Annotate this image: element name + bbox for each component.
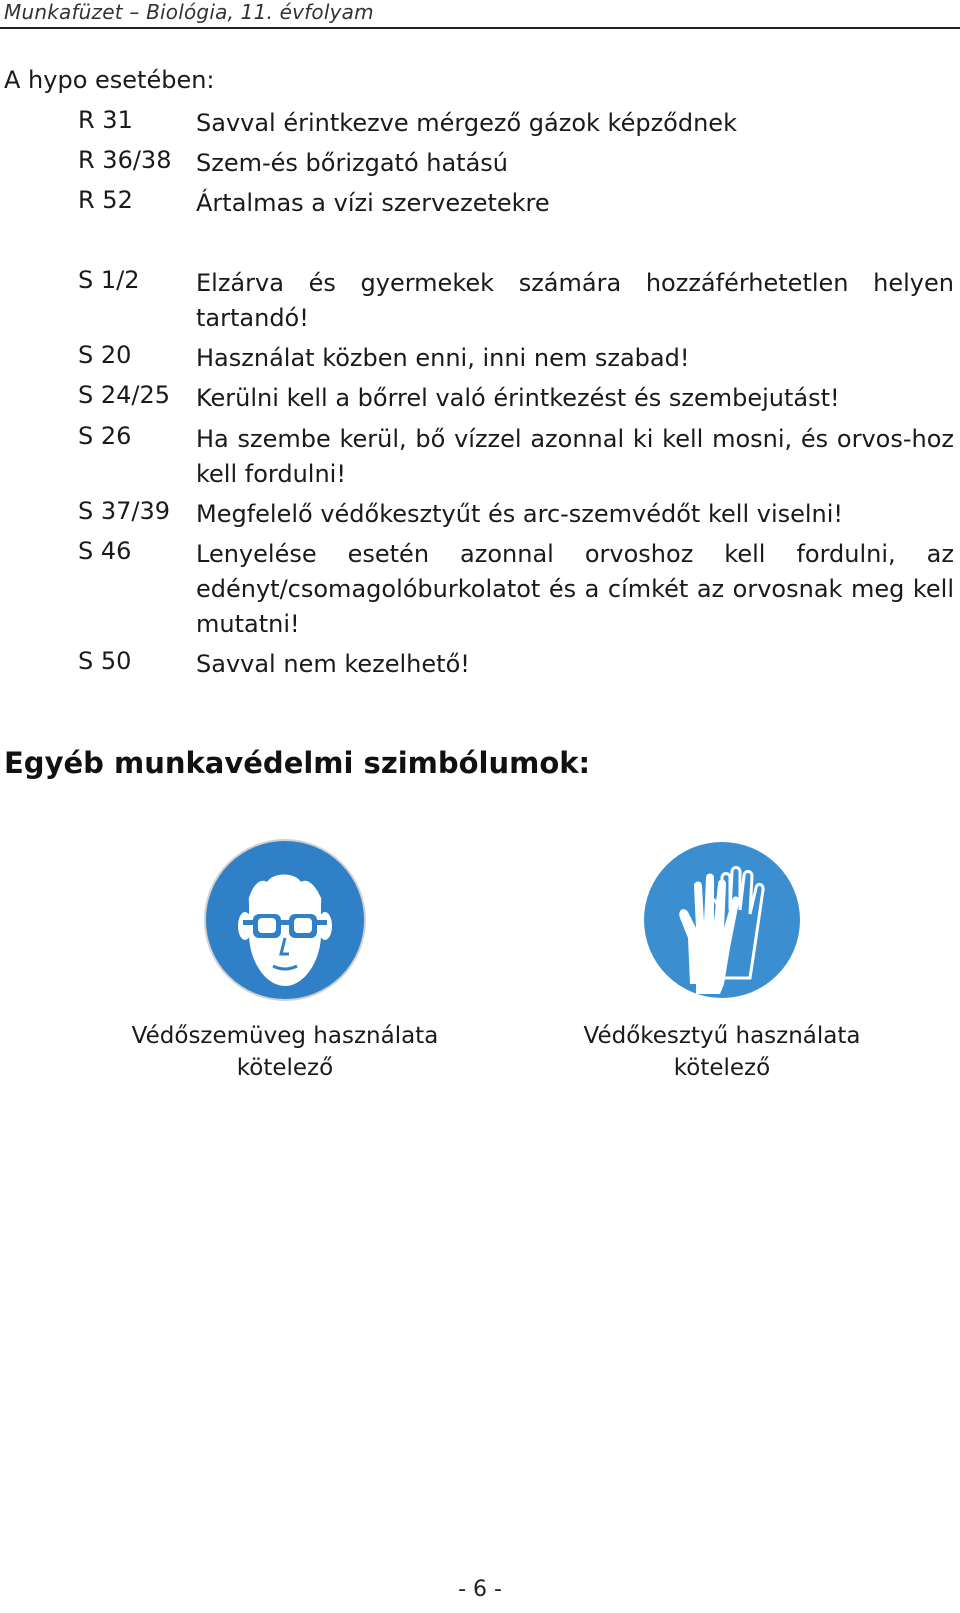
safety-gloves-icon — [640, 838, 804, 1002]
phrase-text: Használat közben enni, inni nem szabad! — [196, 344, 690, 372]
phrase-text: Kerülni kell a bőrrel való érintkezést és szembejutást! — [196, 384, 840, 412]
phrase-code: S 26 — [78, 422, 132, 450]
phrase-text: Ha szembe kerül, bő vízzel azonnal ki kell mosni, és orvos-hoz kell fordulni! — [196, 425, 954, 488]
phrase-text: Szem-és bőrizgató hatású — [196, 149, 508, 177]
symbol-caption — [552, 1020, 892, 1084]
phrase-code: R 31 — [78, 106, 133, 134]
caption-line: Védőszemüveg használata — [131, 1023, 439, 1049]
caption-line: kötelező — [673, 1055, 771, 1081]
phrase-code: S 46 — [78, 537, 132, 565]
page-number: - 6 - — [458, 1577, 502, 1602]
phrase-text: Ártalmas a vízi szervezetekre — [196, 189, 550, 217]
symbol-caption — [110, 1020, 460, 1084]
phrase-code: S 50 — [78, 647, 132, 675]
phrase-code: S 24/25 — [78, 381, 171, 409]
phrase-text: Savval érintkezve mérgező gázok képződnek — [196, 109, 737, 137]
safety-goggles-icon — [203, 838, 367, 1002]
phrase-text: Elzárva és gyermekek számára hozzáférhetetlen helyen tartandó! — [196, 269, 954, 332]
running-header: Munkafüzet – Biológia, 11. évfolyam — [4, 0, 374, 24]
phrase-code: R 36/38 — [78, 146, 172, 174]
intro-text: A hypo esetében: — [4, 66, 215, 94]
phrase-code: S 20 — [78, 341, 132, 369]
phrase-text: Lenyelése esetén azonnal orvoshoz kell fordulni, az edényt/csomagolóburkolatot és a címkét az orvosnak meg kell mutatni! — [196, 540, 954, 638]
gloves-symbol — [552, 838, 892, 1084]
phrase-code: R 52 — [78, 186, 133, 214]
caption-line: Védőkesztyű használata — [583, 1023, 861, 1049]
goggles-symbol — [110, 838, 460, 1084]
caption-line: kötelező — [236, 1055, 334, 1081]
phrase-text: Savval nem kezelhető! — [196, 650, 470, 678]
phrase-text: Megfelelő védőkesztyűt és arc-szemvédőt kell viselni! — [196, 500, 844, 528]
section-title: Egyéb munkavédelmi szimbólumok: — [4, 746, 591, 780]
phrase-code: S 37/39 — [78, 497, 171, 525]
header-rule — [0, 27, 960, 29]
phrase-code: S 1/2 — [78, 266, 140, 294]
